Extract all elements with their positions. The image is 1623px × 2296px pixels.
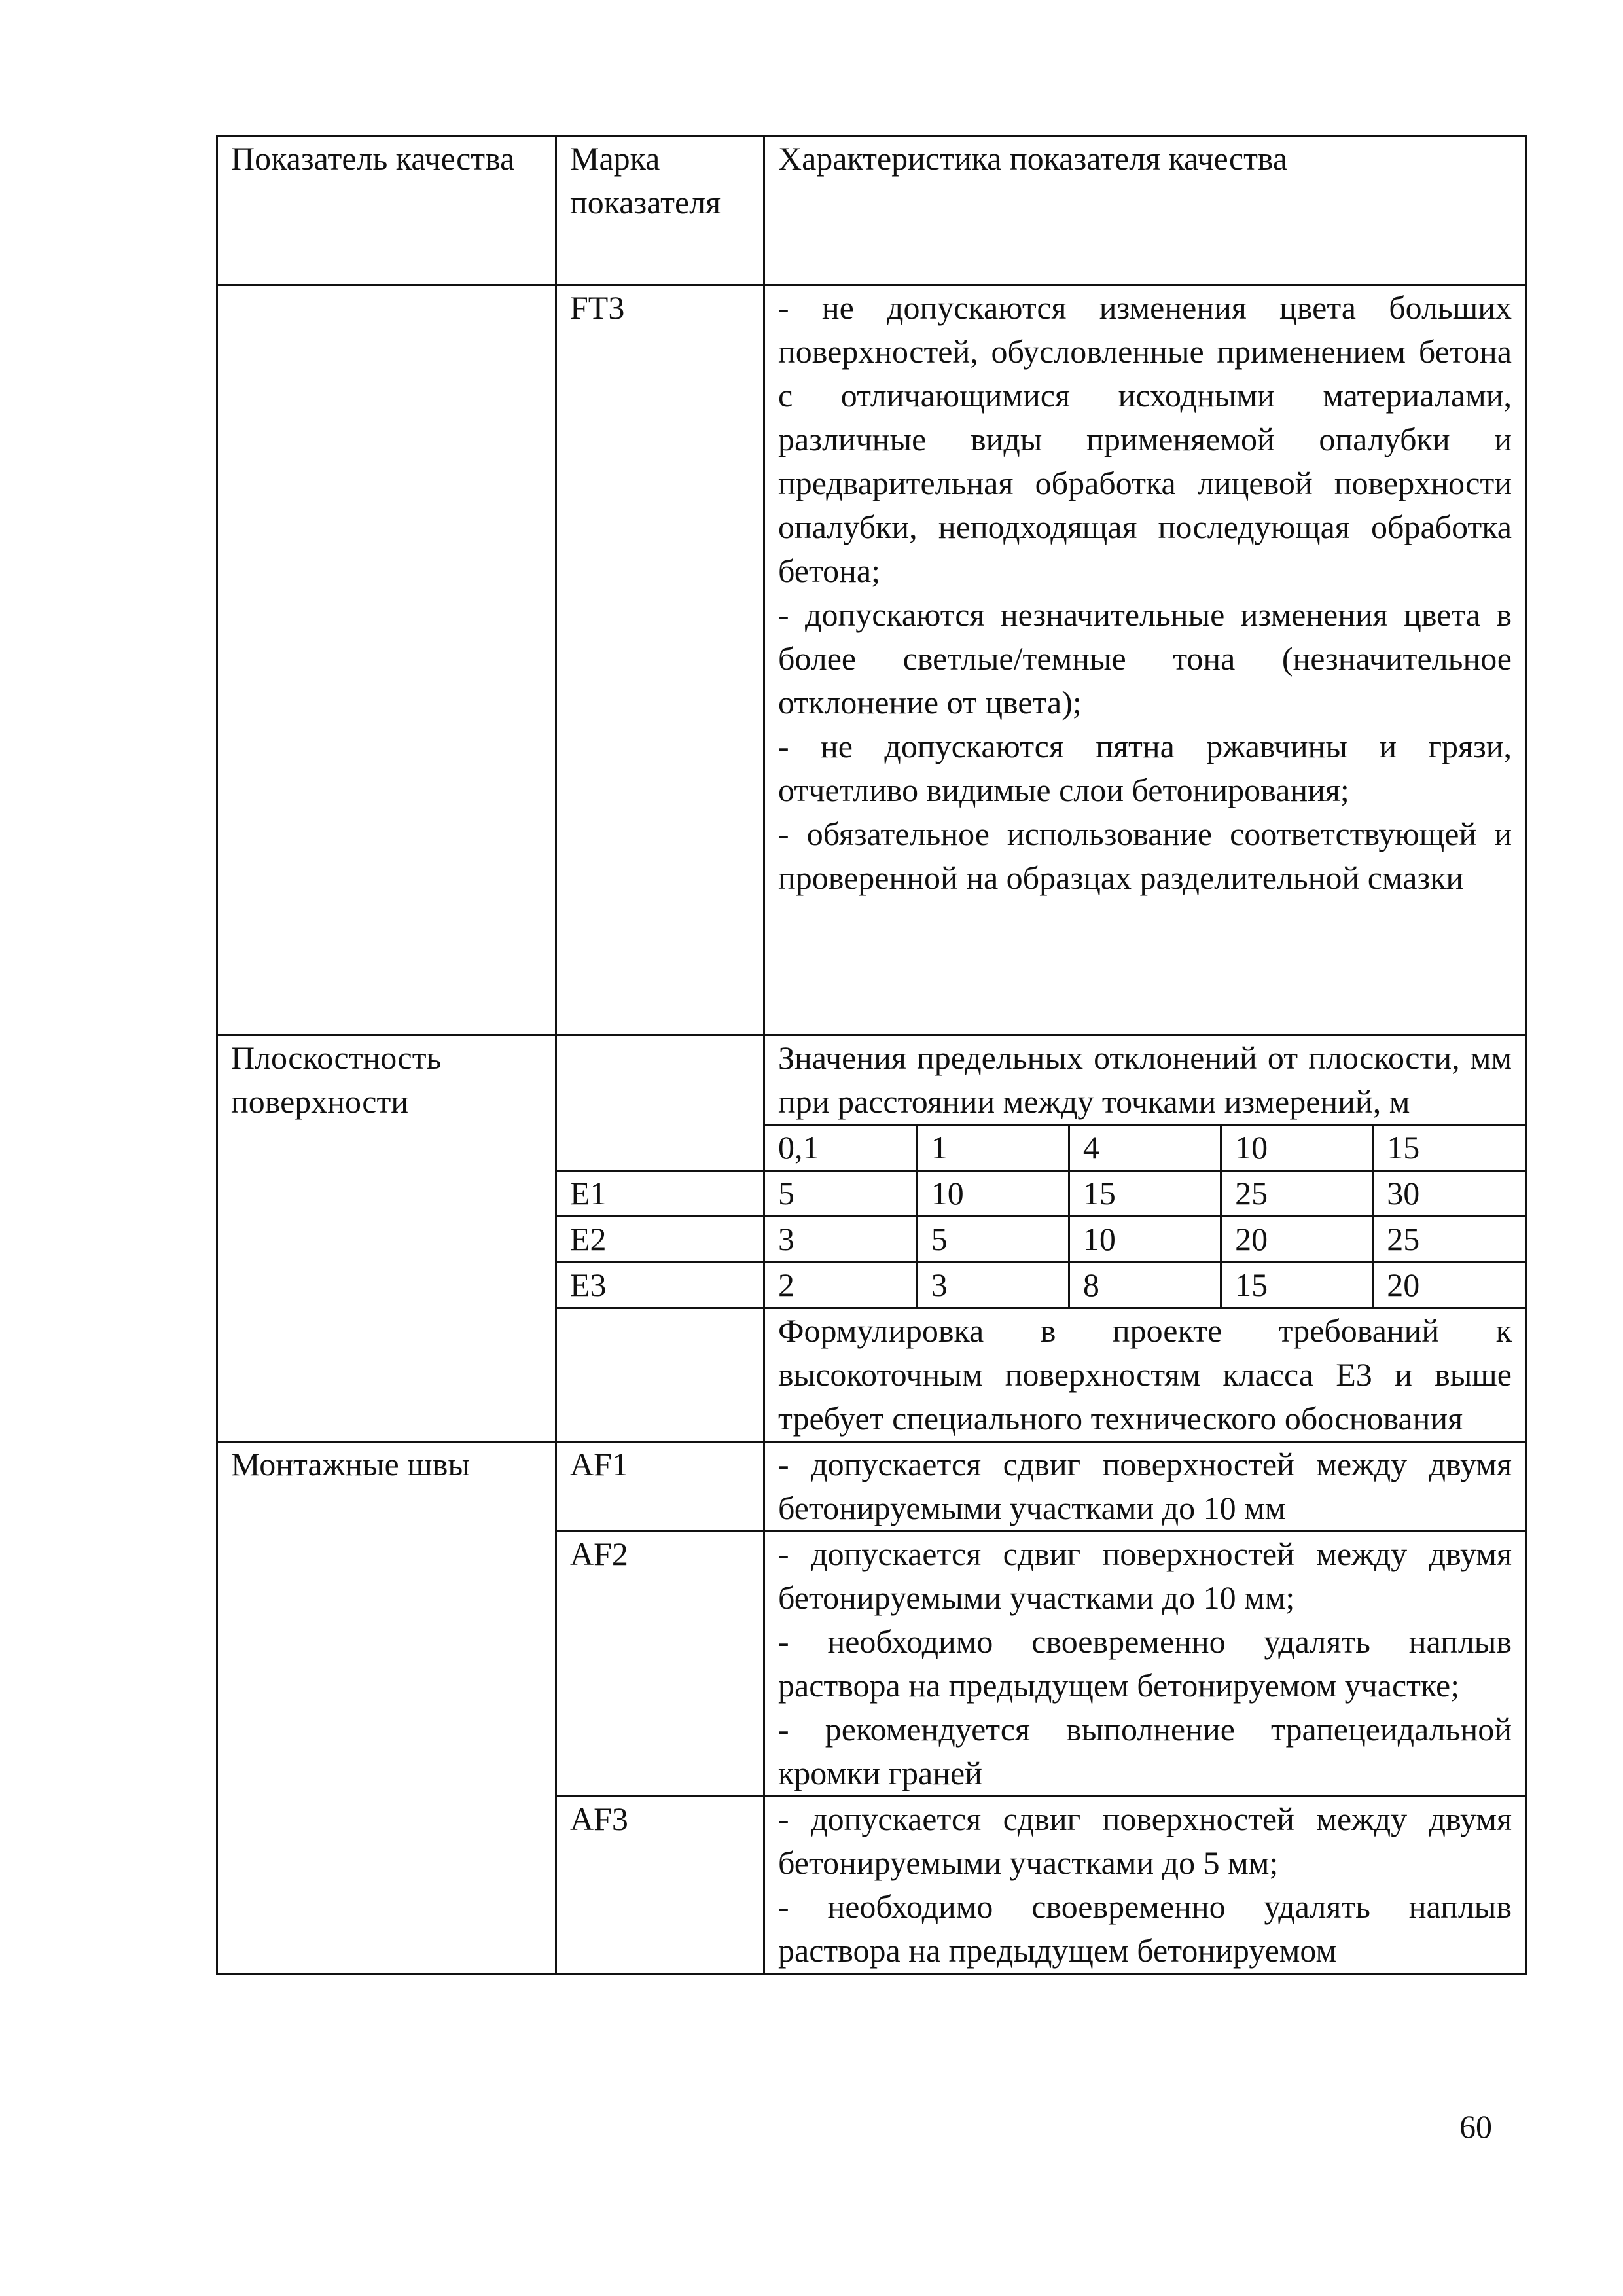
af2-line: - допускается сдвиг поверхностей между двумя бетонируемыми участками до 10 мм;	[778, 1535, 1512, 1616]
ft3-characteristic	[764, 285, 1526, 1035]
header-characteristic: Характеристика показателя качества	[764, 136, 1526, 285]
quality-table	[216, 135, 1527, 1975]
value-cell: 30	[1387, 1175, 1420, 1211]
value-cell: 5	[917, 1217, 1069, 1261]
ft3-line: - допускаются незначительные изменения цвета в более светлые/темные тона (незначительное отклонение от цвета);	[778, 596, 1512, 721]
page-number: 60	[1459, 2108, 1492, 2145]
ft3-line: - не допускаются пятна ржавчины и грязи, отчетливо видимые слои бетонирования;	[778, 728, 1512, 808]
value-cell: 25	[1221, 1172, 1373, 1215]
value-cell: 20	[1221, 1217, 1373, 1261]
af3-characteristic	[764, 1797, 1526, 1974]
flatness-mark-empty	[556, 1035, 764, 1124]
af1-line: - допускается сдвиг поверхностей между двумя бетонируемыми участками до 10 мм	[778, 1446, 1512, 1526]
value-cell: 8	[1069, 1263, 1221, 1307]
value-cell: 3	[917, 1263, 1069, 1307]
af3-mark: AF3	[556, 1797, 764, 1974]
header-mark: Марка показателя	[556, 136, 764, 285]
distances-subtable	[765, 1124, 1525, 1170]
ft3-mark: FT3	[556, 285, 764, 1035]
e1-mark: E1	[556, 1171, 764, 1217]
table-row-af1	[217, 1442, 1526, 1532]
header-indicator: Показатель качества	[217, 136, 556, 285]
distance-cell: 4	[1069, 1125, 1221, 1170]
af2-line: - рекомендуется выполнение трапецеидальной кромки граней	[778, 1711, 1512, 1791]
value-cell: 10	[917, 1172, 1069, 1215]
af3-line: - допускается сдвиг поверхностей между двумя бетонируемыми участками до 5 мм;	[778, 1801, 1512, 1881]
value-cell: 20	[1387, 1266, 1420, 1303]
value-cell: 2	[778, 1266, 794, 1303]
distances-mark-empty	[556, 1124, 764, 1171]
af3-line: - необходимо своевременно удалять наплыв раствора на предыдущем бетонируемом	[778, 1888, 1512, 1969]
af2-characteristic	[764, 1532, 1526, 1797]
e3-mark: E3	[556, 1263, 764, 1308]
distance-cell: 1	[917, 1125, 1069, 1170]
e2-mark: E2	[556, 1217, 764, 1263]
value-cell: 25	[1387, 1221, 1420, 1257]
ft3-line: - не допускаются изменения цвета больших поверхностей, обусловленные применением бетона с отличающимися исходными материалами, различные виды применяемой опалубки и предварительная обработка лицевой поверхности опалубки, неподходящая последующая обработка бетона;	[778, 289, 1512, 589]
table-row-flatness-intro	[217, 1035, 1526, 1124]
value-cell: 5	[778, 1175, 794, 1211]
note-mark-empty	[556, 1308, 764, 1442]
af2-line: - необходимо своевременно удалять наплыв раствора на предыдущем бетонируемом участке;	[778, 1623, 1512, 1704]
af1-characteristic	[764, 1442, 1526, 1532]
af1-mark: AF1	[556, 1442, 764, 1532]
value-cell: 3	[778, 1221, 794, 1257]
distance-cell: 0,1	[765, 1125, 917, 1170]
table-row-ft3	[217, 285, 1526, 1035]
e1-values	[765, 1172, 1525, 1215]
distance-cell: 10	[1221, 1125, 1373, 1170]
e3-values	[765, 1263, 1525, 1307]
e2-values	[765, 1217, 1525, 1261]
value-cell: 10	[1069, 1217, 1221, 1261]
joints-indicator: Монтажные швы	[217, 1442, 556, 1974]
ft3-indicator-cell	[217, 285, 556, 1035]
value-cell: 15	[1221, 1263, 1373, 1307]
flatness-note: Формулировка в проекте требований к высокоточным поверхностям класса Е3 и выше требует специального технического обоснования	[764, 1308, 1526, 1442]
distance-cell: 15	[1373, 1125, 1525, 1170]
flatness-indicator: Плоскостность поверхности	[217, 1035, 556, 1442]
af2-mark: AF2	[556, 1532, 764, 1797]
ft3-line: - обязательное использование соответствующей и проверенной на образцах разделительной смазки	[778, 816, 1512, 896]
table-header-row	[217, 136, 1526, 285]
value-cell: 15	[1069, 1172, 1221, 1215]
flatness-intro: Значения предельных отклонений от плоскости, мм при расстоянии между точками измерений, м	[764, 1035, 1526, 1124]
